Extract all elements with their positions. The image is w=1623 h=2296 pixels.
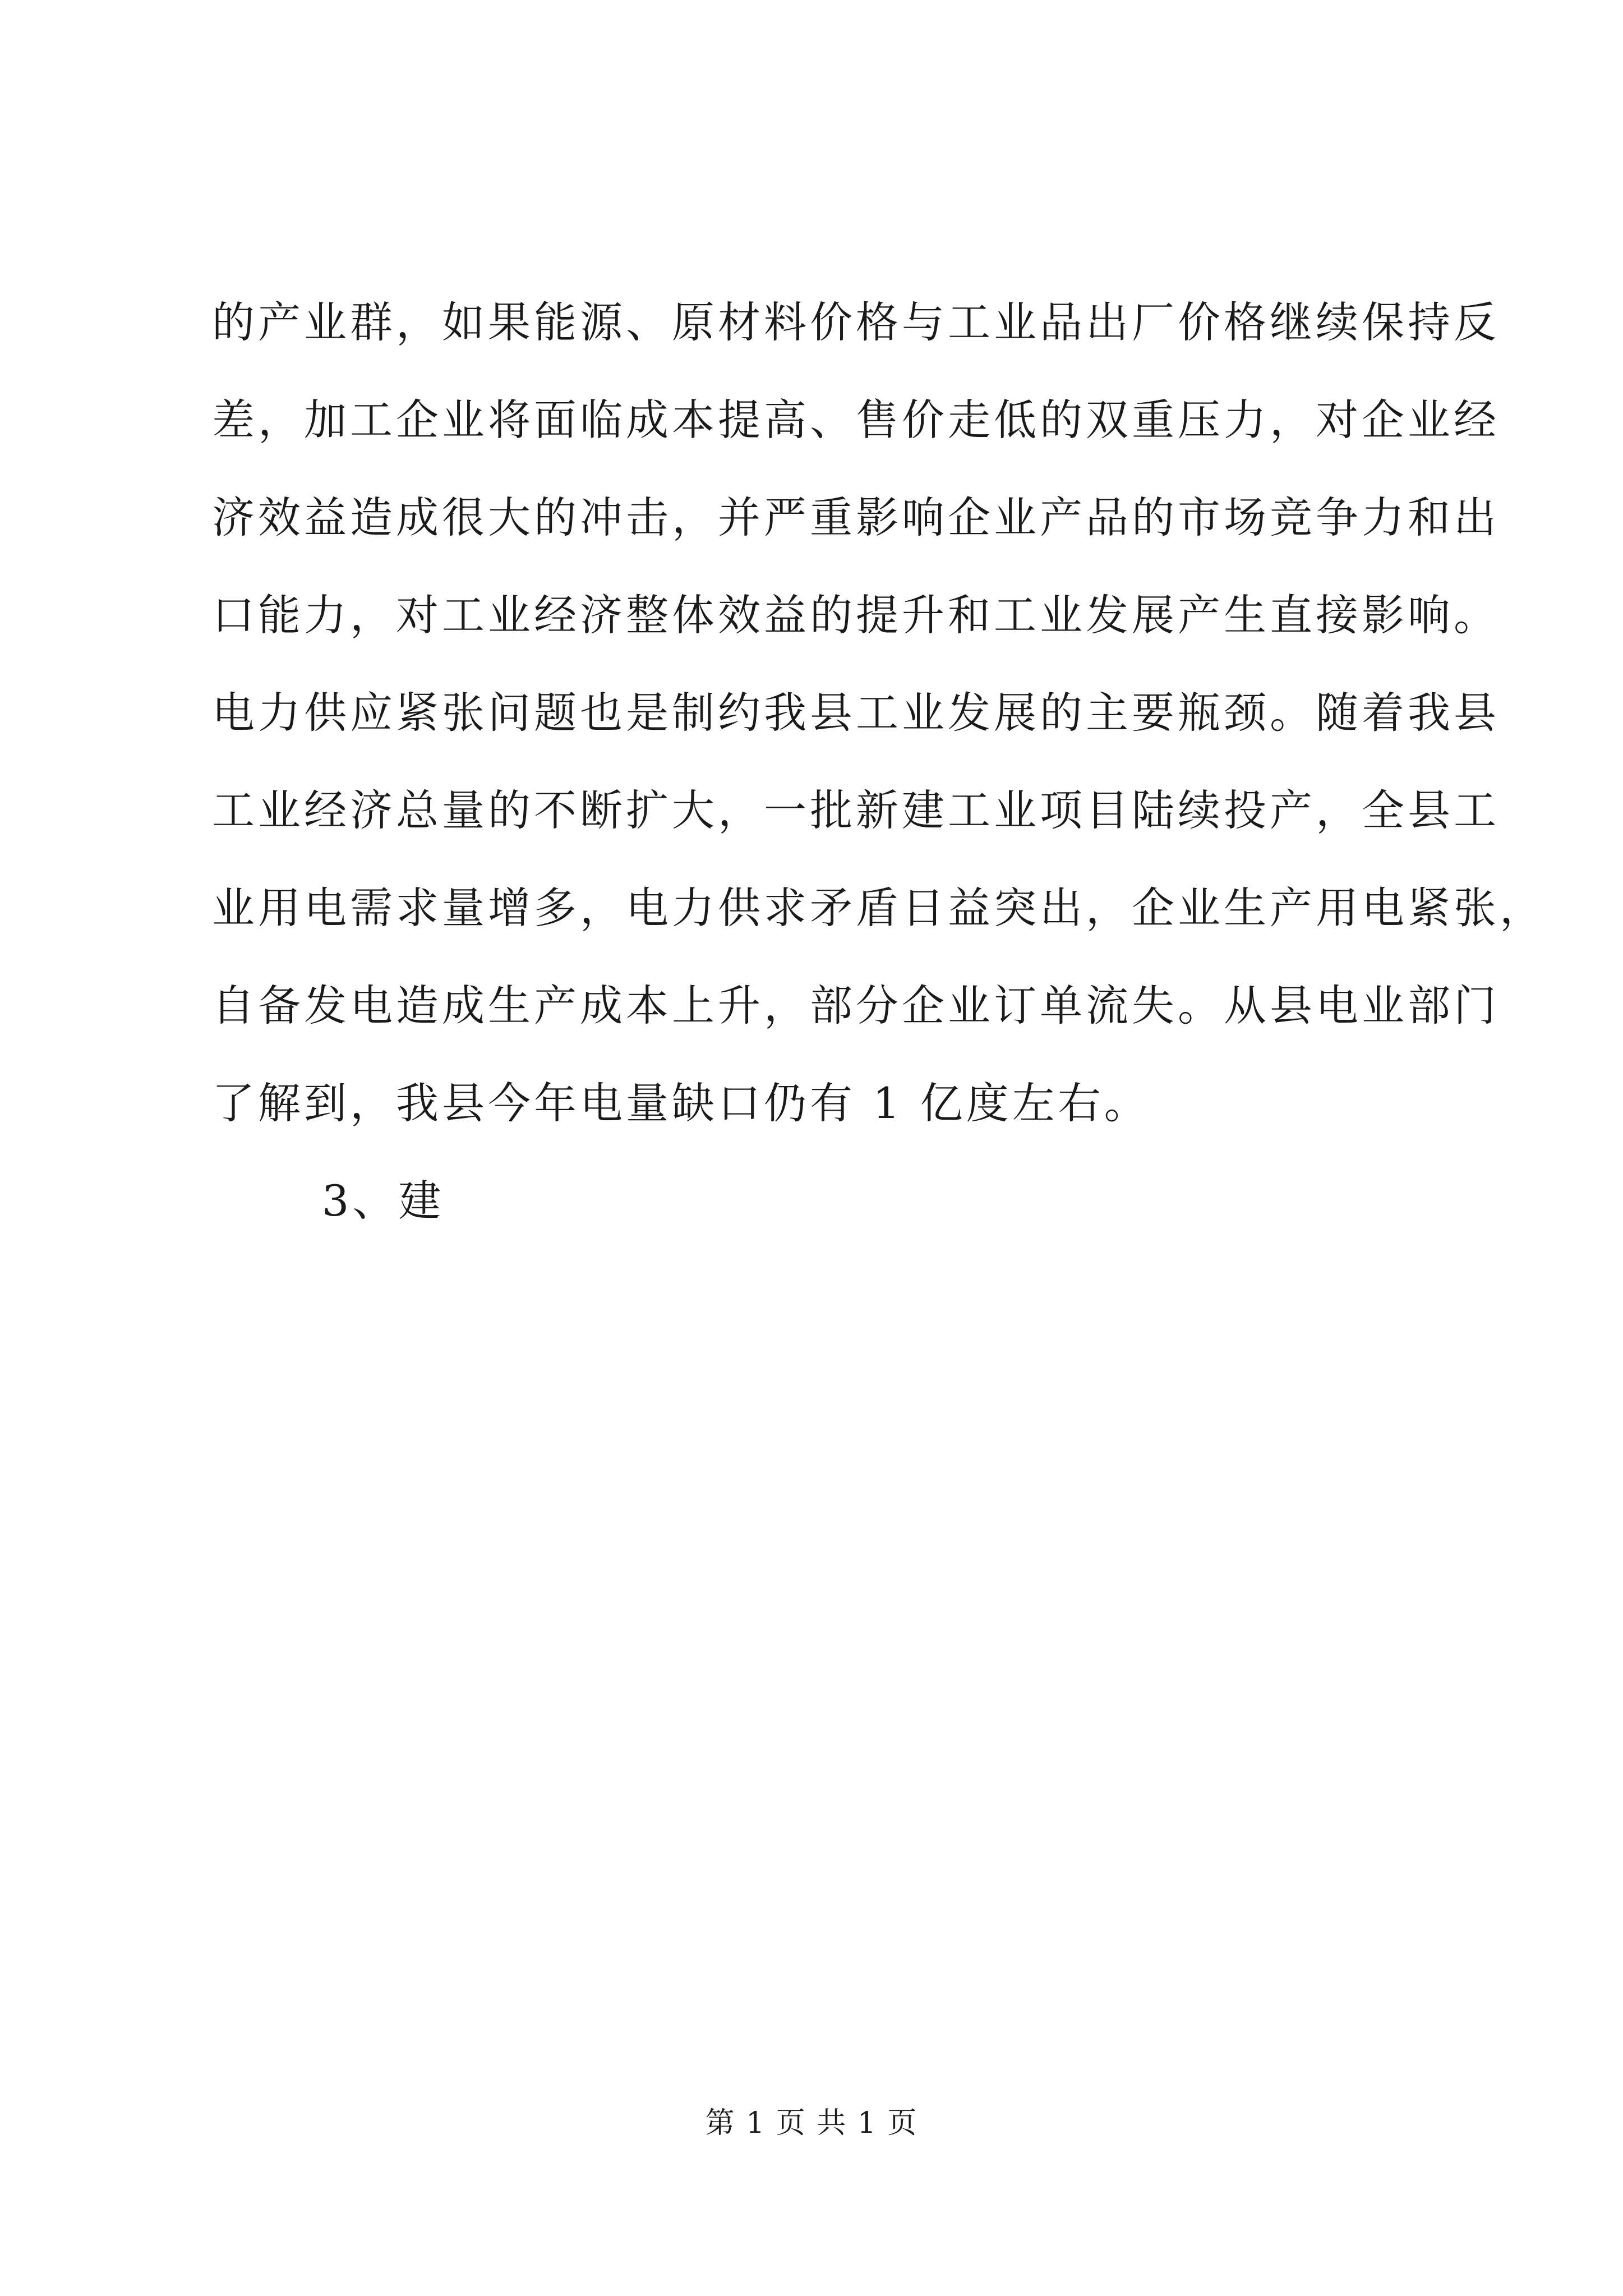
body-line: 的产业群，如果能源、原材料价格与工业品出厂价格继续保持反	[212, 297, 1500, 347]
page-footer	[0, 2101, 1623, 2146]
section-heading: 3、建	[322, 1176, 445, 1226]
body-line: 差，加工企业将面临成本提高、售价走低的双重压力，对企业经	[212, 395, 1500, 445]
document-body	[212, 274, 1546, 1250]
body-line: 口能力，对工业经济整体效益的提升和工业发展产生直接影响。	[212, 590, 1500, 640]
body-line: 自备发电造成生产成本上升，部分企业订单流失。从县电业部门	[212, 981, 1500, 1030]
page-number-label: 第 1 页 共 1 页	[705, 2106, 918, 2140]
body-line: 电力供应紧张问题也是制约我县工业发展的主要瓶颈。随着我县	[212, 688, 1500, 738]
body-line: 了解到，我县今年电量缺口仍有 1 亿度左右。	[212, 1078, 1150, 1128]
body-line: 业用电需求量增多，电力供求矛盾日益突出，企业生产用电紧张，	[212, 883, 1546, 933]
body-line: 济效益造成很大的冲击，并严重影响企业产品的市场竞争力和出	[212, 493, 1500, 542]
body-line: 工业经济总量的不断扩大，一批新建工业项目陆续投产，全县工	[212, 785, 1500, 835]
